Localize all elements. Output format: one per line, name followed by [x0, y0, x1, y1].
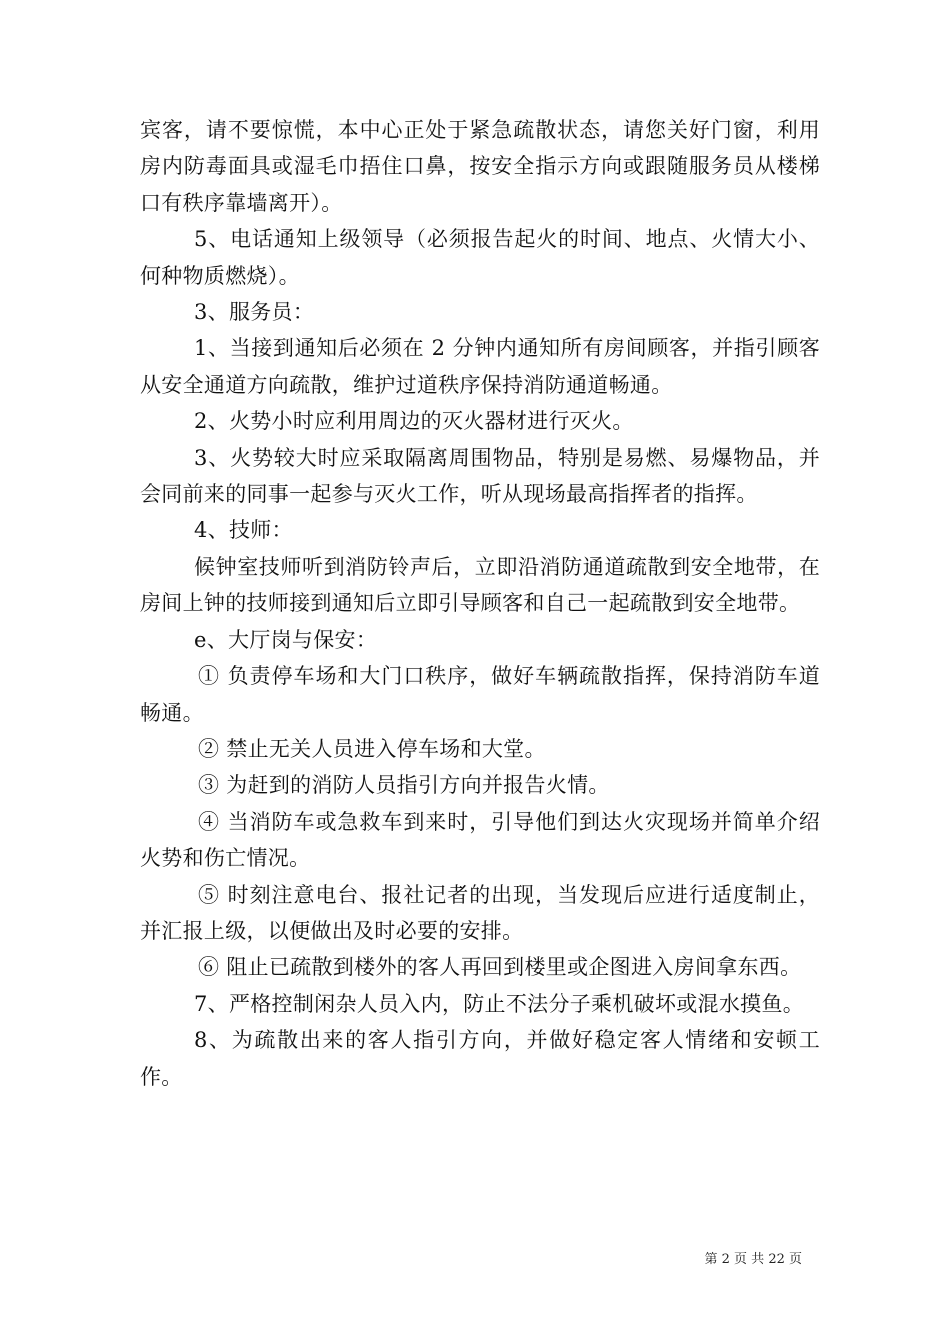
paragraph: 候钟室技师听到消防铃声后，立即沿消防通道疏散到安全地带，在房间上钟的技师接到通知后立即引导顾客和自己一起疏散到安全地带。 — [140, 554, 820, 616]
list-item: ② 禁止无关人员进入停车场和大堂。 — [198, 736, 546, 761]
paragraph: 宾客，请不要惊慌，本中心正处于紧急疏散状态，请您关好门窗，利用房内防毒面具或湿毛巾捂住口鼻，按安全指示方向或跟随服务员从楼梯口有秩序靠墙离开）。 — [140, 118, 820, 215]
section-heading: 4、技师： — [194, 518, 293, 543]
paragraph: 8、为疏散出来的客人指引方向，并做好稳定客人情绪和安顿工作。 — [140, 1028, 820, 1089]
paragraph: 1、当接到通知后必须在 2 分钟内通知所有房间顾客，并指引顾客从安全通道方向疏散，维护过道秩序保持消防通道畅通。 — [140, 336, 820, 397]
document-body — [140, 112, 820, 1095]
paragraph: 2、火势小时应利用周边的灭火器材进行灭火。 — [194, 409, 634, 434]
list-item: ⑥ 阻止已疏散到楼外的客人再回到楼里或企图进入房间拿东西。 — [198, 955, 802, 980]
list-item: ④ 当消防车或急救车到来时，引导他们到达火灾现场并简单介绍火势和伤亡情况。 — [140, 809, 820, 871]
paragraph: 3、火势较大时应采取隔离周围物品，特别是易燃、易爆物品，并会同前来的同事一起参与灭火工作，听从现场最高指挥者的指挥。 — [140, 445, 820, 507]
list-item: ③ 为赶到的消防人员指引方向并报告火情。 — [198, 773, 610, 798]
list-item: ⑤ 时刻注意电台、报社记者的出现，当发现后应进行适度制止，并汇报上级，以便做出及时必要的安排。 — [140, 882, 820, 943]
paragraph: 5、电话通知上级领导（必须报告起火的时间、地点、火情大小、何种物质燃烧）。 — [140, 227, 820, 288]
list-item: ① 负责停车场和大门口秩序，做好车辆疏散指挥，保持消防车道畅通。 — [140, 664, 820, 725]
section-heading: 3、服务员： — [194, 300, 315, 325]
paragraph: 7、严格控制闲杂人员入内，防止不法分子乘机破坏或混水摸鱼。 — [194, 991, 805, 1016]
section-heading: e、大厅岗与保安： — [194, 627, 378, 652]
page-number-footer: 第 2 页 共 22 页 — [704, 1252, 802, 1267]
